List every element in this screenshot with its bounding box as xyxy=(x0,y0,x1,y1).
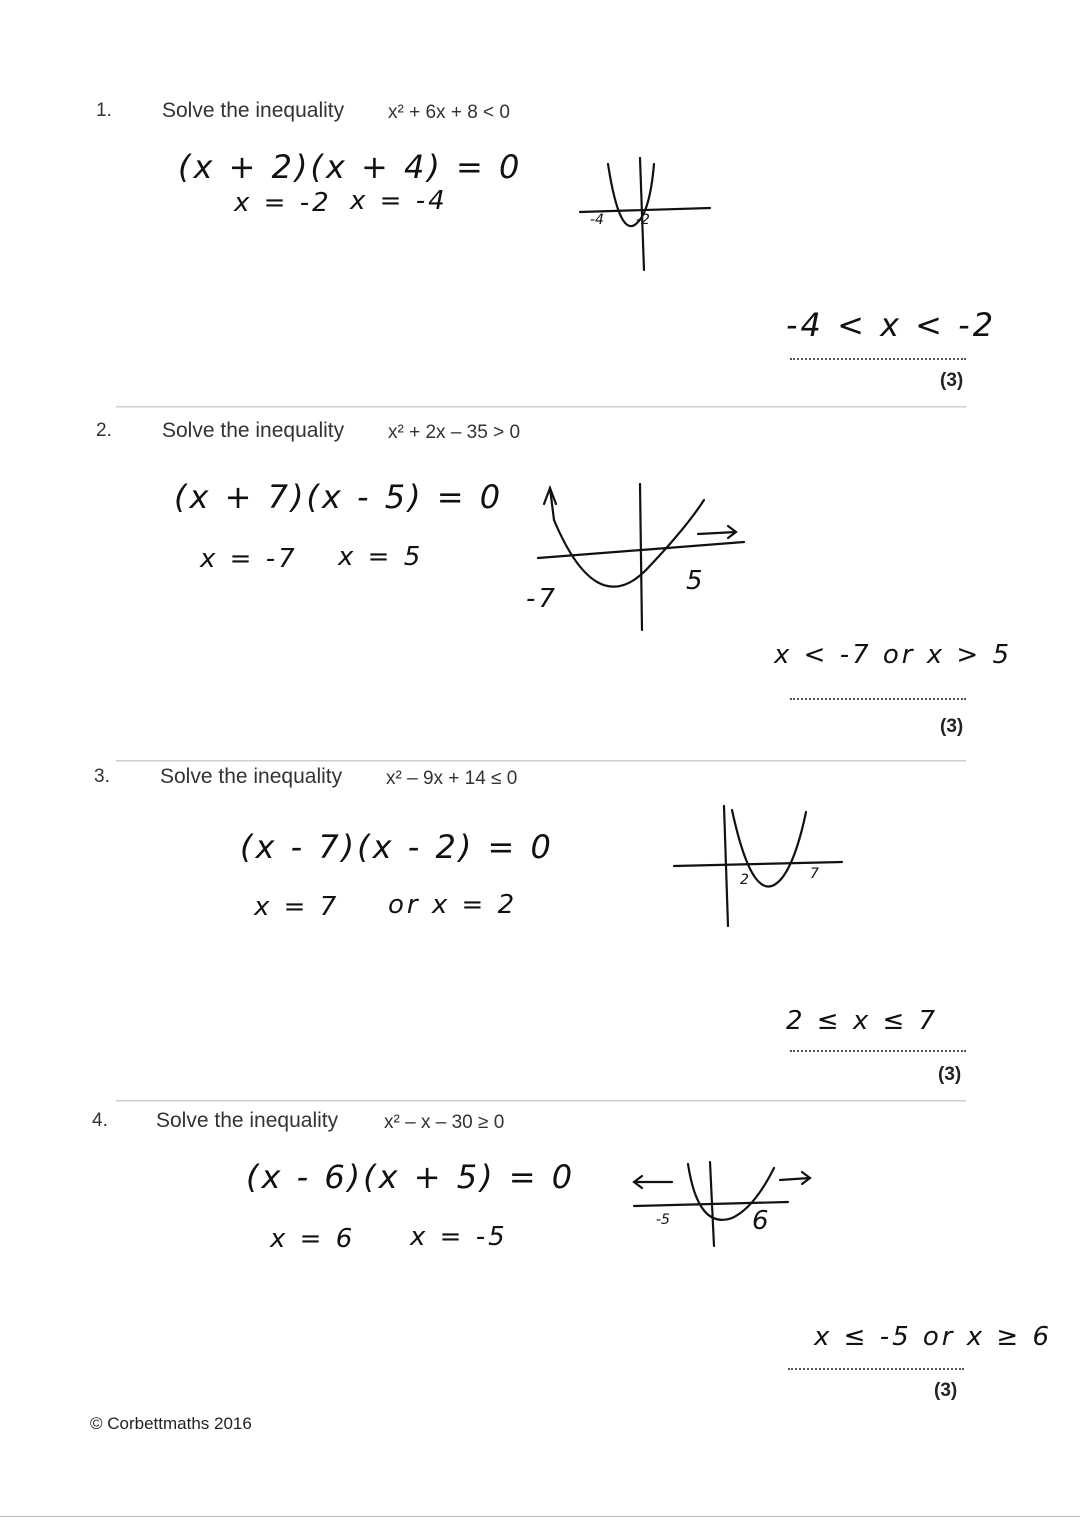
q4-parabola-sketch xyxy=(628,1160,828,1260)
page-bottom-edge xyxy=(0,1516,1080,1517)
q3-answer-line xyxy=(790,1050,966,1052)
q3-expression: x² – 9x + 14 ≤ 0 xyxy=(386,768,518,789)
q3-working-root-a: x = 7 xyxy=(254,892,340,922)
q3-prompt: Solve the inequality xyxy=(160,765,343,788)
q2-answer-line xyxy=(790,698,966,700)
footer-copyright: © Corbettmaths 2016 xyxy=(90,1414,252,1433)
q2-parabola-sketch xyxy=(536,480,756,640)
q1-sketch-label-a: -4 xyxy=(590,212,604,228)
q1-working-factorised: (x + 2)(x + 4) = 0 xyxy=(178,148,523,186)
q4-number: 4. xyxy=(92,1110,108,1131)
q1-expression: x² + 6x + 8 < 0 xyxy=(388,102,510,123)
q3-working-root-b: or x = 2 xyxy=(388,890,518,920)
q2-prompt: Solve the inequality xyxy=(162,419,345,442)
q4-working-root-a: x = 6 xyxy=(270,1224,356,1254)
q3-sketch-label-b: 7 xyxy=(810,866,819,882)
divider-2 xyxy=(116,760,966,762)
q2-sketch-label-a: -7 xyxy=(526,584,558,614)
q3-number: 3. xyxy=(94,766,110,787)
q2-working-root-b: x = 5 xyxy=(338,542,424,572)
divider-3 xyxy=(116,1100,966,1102)
q1-working-root-b: x = -4 xyxy=(350,186,448,216)
q4-sketch-label-b: 6 xyxy=(752,1206,772,1236)
q4-working-factorised: (x - 6)(x + 5) = 0 xyxy=(246,1158,576,1196)
q3-working-factorised: (x - 7)(x - 2) = 0 xyxy=(240,828,554,866)
q2-answer: x < -7 or x > 5 xyxy=(774,640,1012,670)
q1-answer-line xyxy=(790,358,966,360)
q3-sketch-label-a: 2 xyxy=(740,872,749,888)
q2-working-factorised: (x + 7)(x - 5) = 0 xyxy=(174,478,504,516)
q2-marks: (3) xyxy=(940,716,964,737)
q2-expression: x² + 2x – 35 > 0 xyxy=(388,422,521,443)
q1-number: 1. xyxy=(96,100,112,121)
q1-working-root-a: x = -2 xyxy=(234,188,332,218)
q4-answer: x ≤ -5 or x ≥ 6 xyxy=(814,1322,1052,1352)
q2-number: 2. xyxy=(96,420,112,441)
q3-answer: 2 ≤ x ≤ 7 xyxy=(786,1006,939,1036)
q1-marks: (3) xyxy=(940,370,964,391)
q4-marks: (3) xyxy=(934,1380,958,1401)
q4-working-root-b: x = -5 xyxy=(410,1222,508,1252)
q4-prompt: Solve the inequality xyxy=(156,1109,339,1132)
q2-sketch-label-b: 5 xyxy=(686,566,706,596)
q1-sketch-label-b: -2 xyxy=(636,212,650,228)
q4-expression: x² – x – 30 ≥ 0 xyxy=(384,1112,505,1133)
q4-sketch-label-a: -5 xyxy=(656,1212,670,1228)
q3-parabola-sketch xyxy=(672,802,852,932)
divider-1 xyxy=(116,406,966,408)
q1-answer: -4 < x < -2 xyxy=(786,306,997,344)
q4-answer-line xyxy=(788,1368,964,1370)
q3-marks: (3) xyxy=(938,1064,962,1085)
q2-working-root-a: x = -7 xyxy=(200,544,298,574)
q1-prompt: Solve the inequality xyxy=(162,99,345,122)
